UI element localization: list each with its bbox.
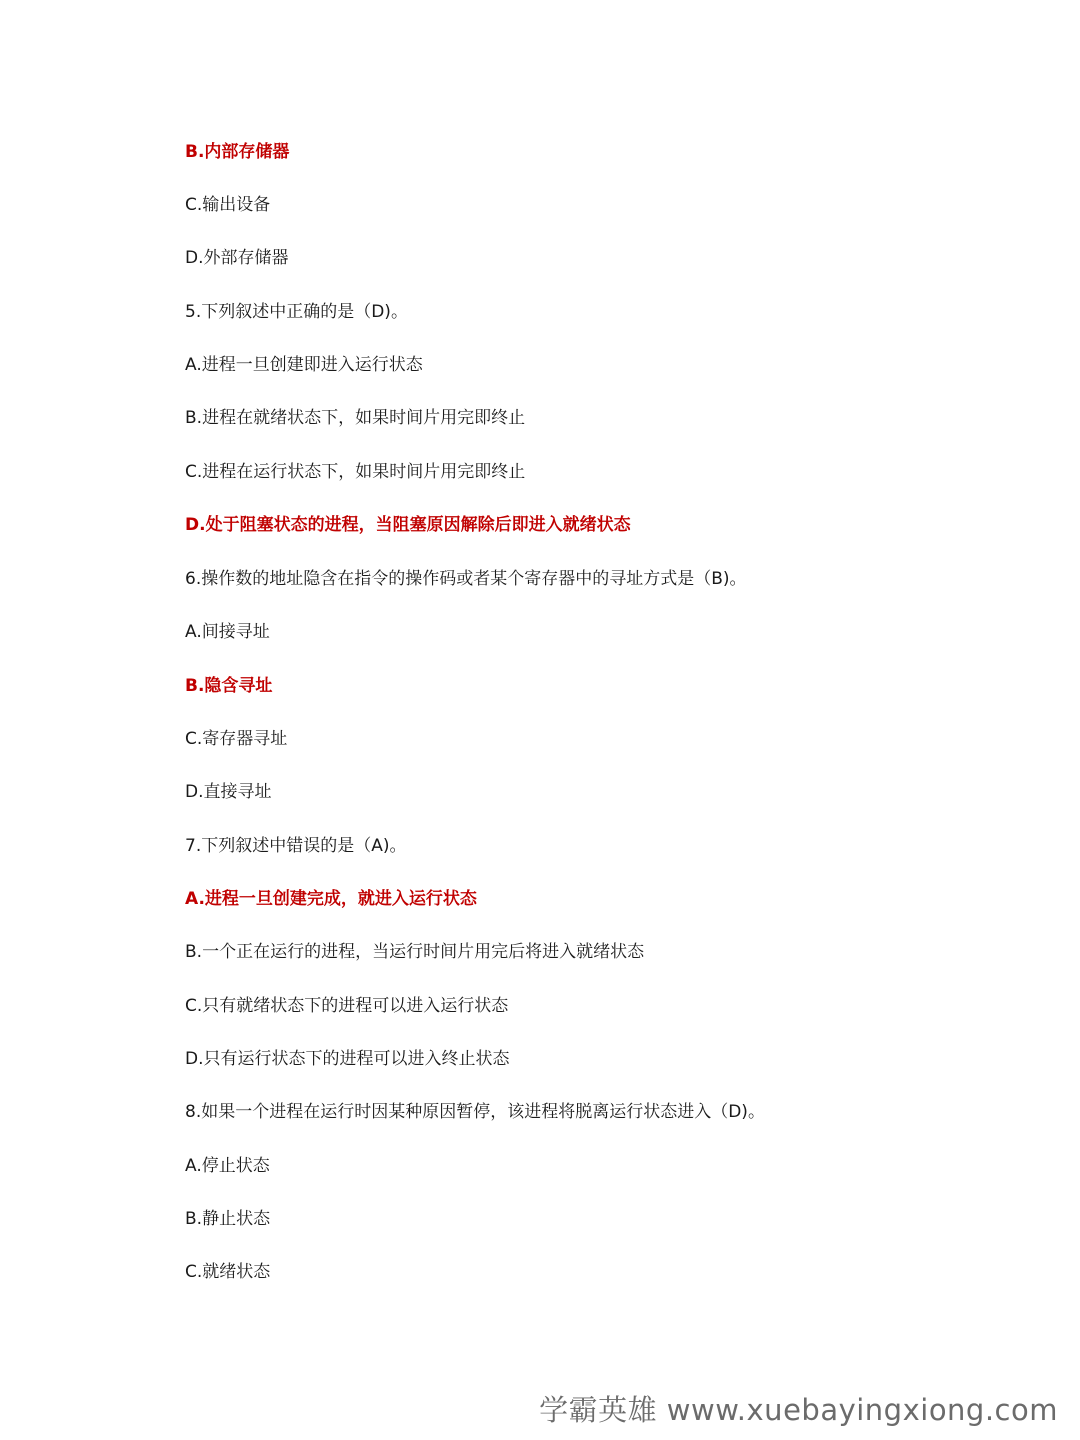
option-c-output-device: C.输出设备 <box>185 195 271 215</box>
question-8: 8.如果一个进程在运行时因某种原因暂停，该进程将脱离运行状态进入（D)。 <box>185 1102 765 1122</box>
question-7: 7.下列叙述中错误的是（A)。 <box>185 836 407 856</box>
option-d-external-storage: D.外部存储器 <box>185 248 289 268</box>
q5-option-b: B.进程在就绪状态下，如果时间片用完即终止 <box>185 408 526 428</box>
q7-option-c: C.只有就绪状态下的进程可以进入运行状态 <box>185 996 509 1016</box>
q5-option-d: D.处于阻塞状态的进程，当阻塞原因解除后即进入就绪状态 <box>185 515 631 535</box>
q6-option-a: A.间接寻址 <box>185 622 270 642</box>
q6-option-c: C.寄存器寻址 <box>185 729 288 749</box>
question-5: 5.下列叙述中正确的是（D)。 <box>185 302 408 322</box>
q6-option-d: D.直接寻址 <box>185 782 272 802</box>
q8-option-a: A.停止状态 <box>185 1156 270 1176</box>
q5-option-c: C.进程在运行状态下，如果时间片用完即终止 <box>185 462 526 482</box>
site-watermark: 学霸英雄 www.xuebayingxiong.com <box>539 1393 1058 1427</box>
q7-option-a: A.进程一旦创建完成，就进入运行状态 <box>185 889 477 909</box>
q8-option-c: C.就绪状态 <box>185 1262 271 1282</box>
q7-option-d: D.只有运行状态下的进程可以进入终止状态 <box>185 1049 510 1069</box>
question-6: 6.操作数的地址隐含在指令的操作码或者某个寄存器中的寻址方式是（B)。 <box>185 569 747 589</box>
q5-option-a: A.进程一旦创建即进入运行状态 <box>185 355 423 375</box>
q8-option-b: B.静止状态 <box>185 1209 271 1229</box>
option-b-internal-storage: B.内部存储器 <box>185 142 290 162</box>
q6-option-b: B.隐含寻址 <box>185 676 273 696</box>
q7-option-b: B.一个正在运行的进程，当运行时间片用完后将进入就绪状态 <box>185 942 645 962</box>
